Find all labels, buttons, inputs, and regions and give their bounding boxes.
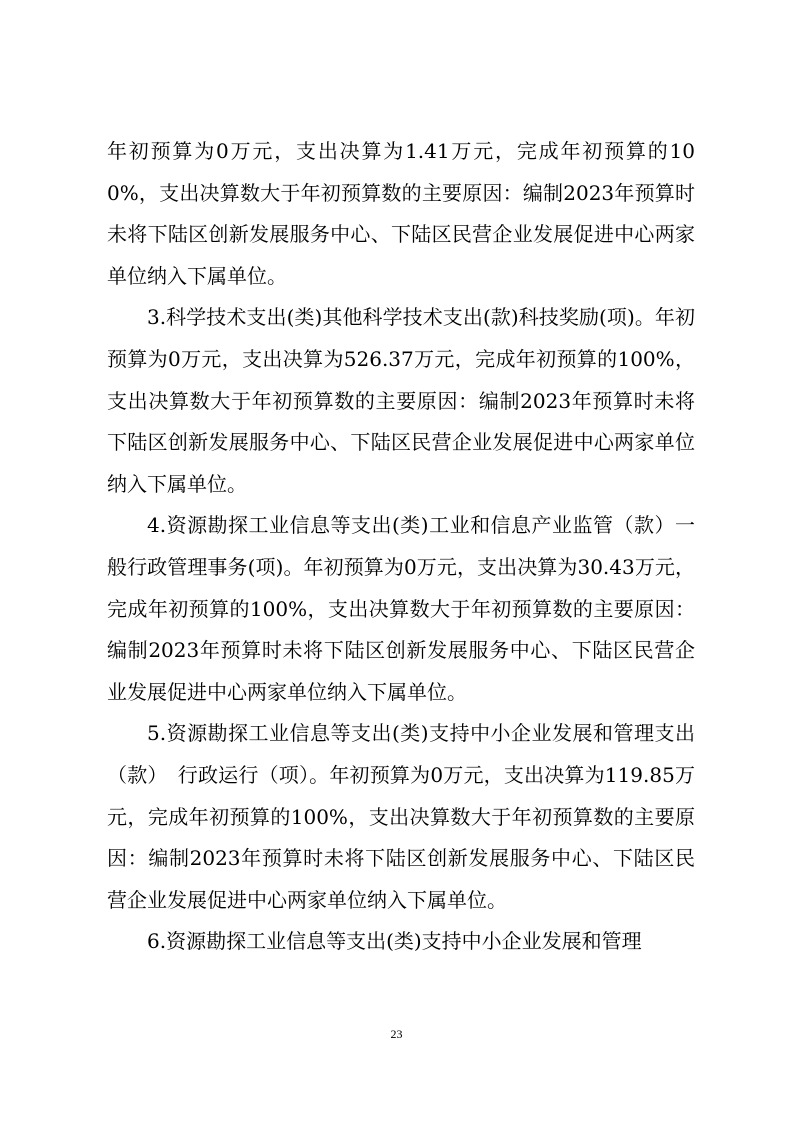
paragraph-item-4: 4.资源勘探工业信息等支出(类)工业和信息产业监管（款）一般行政管理事务(项)。年初预算为0万元，支出决算为30.43万元，完成年初预算的100%，支出决算数大于年初预算数的主要原因：编制2023年预算时未将下陆区创新发展服务中心、下陆区民营企业发展促进中心两家单位纳入下属单位。 bbox=[107, 513, 695, 704]
paragraph-continuation: 年初预算为0万元，支出决算为1.41万元，完成年初预算的100%，支出决算数大于年初预算数的主要原因：编制2023年预算时未将下陆区创新发展服务中心、下陆区民营企业发展促进中心两家单位纳入下属单位。 bbox=[107, 139, 695, 288]
paragraph-item-5: 5.资源勘探工业信息等支出(类)支持中小企业发展和管理支出（款） 行政运行（项）。年初预算为0万元，支出决算为119.85万元，完成年初预算的100%，支出决算数大于年初预算数的主要原因：编制2023年预算时未将下陆区创新发展服务中心、下陆区民营企业发展促进中心两家单位纳入下属单位。 bbox=[107, 721, 695, 912]
document-body bbox=[107, 131, 695, 963]
paragraph-item-3: 3.科学技术支出(类)其他科学技术支出(款)科技奖励(项)。年初预算为0万元，支出决算为526.37万元，完成年初预算的100%，支出决算数大于年初预算数的主要原因：编制2023年预算时未将下陆区创新发展服务中心、下陆区民营企业发展促进中心两家单位纳入下属单位。 bbox=[107, 305, 695, 496]
page-number: 23 bbox=[390, 1027, 403, 1041]
paragraph-item-6: 6.资源勘探工业信息等支出(类)支持中小企业发展和管理 bbox=[147, 929, 642, 954]
